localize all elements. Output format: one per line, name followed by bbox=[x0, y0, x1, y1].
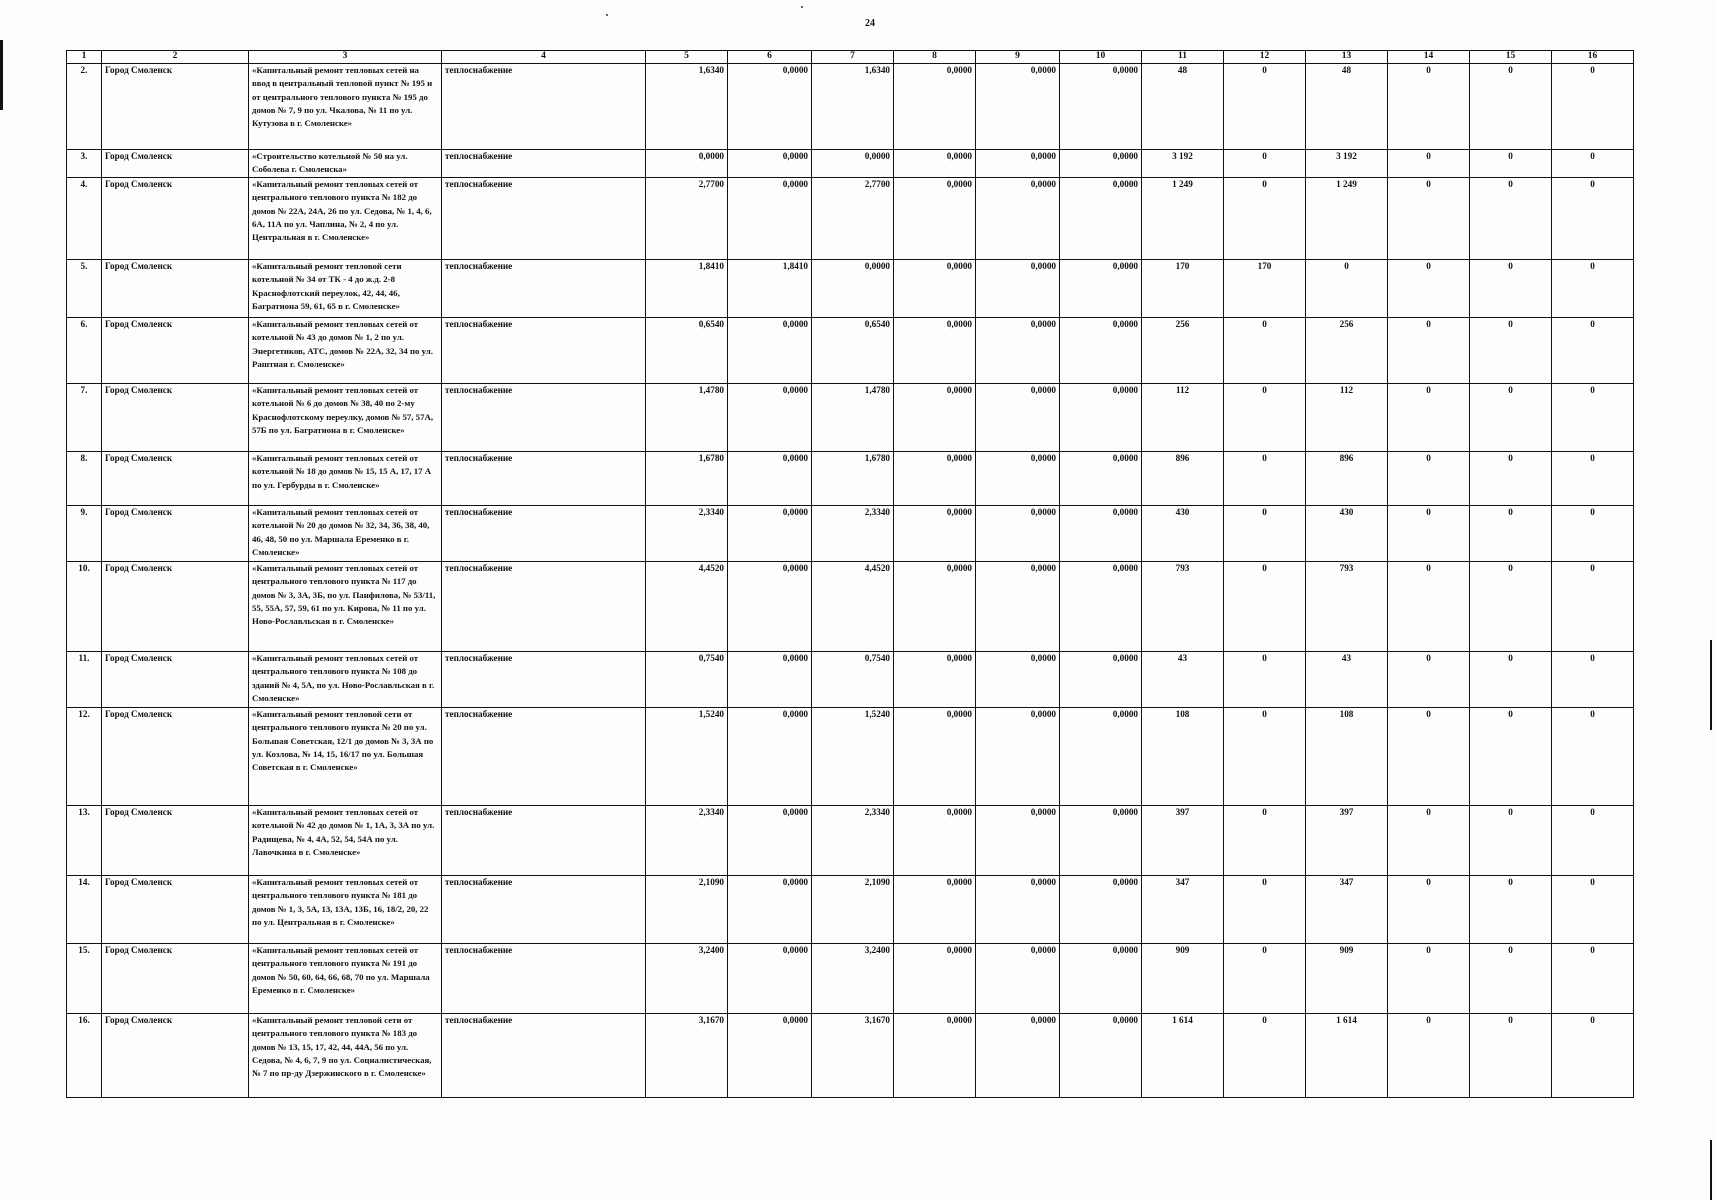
value-cell: 0 bbox=[1470, 944, 1552, 1014]
value-cell: 0,0000 bbox=[976, 708, 1060, 806]
value-cell: 0,0000 bbox=[728, 652, 812, 708]
value-cell: 0 bbox=[1552, 562, 1634, 652]
row-number: 6. bbox=[67, 318, 102, 384]
table-header bbox=[67, 51, 1634, 64]
value-cell: 0 bbox=[1470, 708, 1552, 806]
value-cell: 2,1090 bbox=[646, 876, 728, 944]
row-number: 7. bbox=[67, 384, 102, 452]
service-type-cell: теплоснабжение bbox=[442, 1014, 646, 1098]
city-cell: Город Смоленск bbox=[102, 318, 249, 384]
value-cell: 1,6780 bbox=[812, 452, 894, 506]
column-header-13: 13 bbox=[1306, 51, 1388, 64]
table-row bbox=[67, 318, 1634, 384]
value-cell: 0,0000 bbox=[894, 452, 976, 506]
row-number: 15. bbox=[67, 944, 102, 1014]
value-cell: 0,0000 bbox=[1060, 64, 1142, 150]
value-cell: 0,0000 bbox=[894, 64, 976, 150]
city-cell: Город Смоленск bbox=[102, 944, 249, 1014]
value-cell: 0 bbox=[1470, 652, 1552, 708]
value-cell: 0 bbox=[1388, 64, 1470, 150]
value-cell: 0 bbox=[1388, 562, 1470, 652]
value-cell: 0 bbox=[1552, 150, 1634, 178]
table-row bbox=[67, 876, 1634, 944]
row-number: 14. bbox=[67, 876, 102, 944]
value-cell: 347 bbox=[1306, 876, 1388, 944]
value-cell: 2,1090 bbox=[812, 876, 894, 944]
description-cell: «Капитальный ремонт тепловой сети котельной № 34 от ТК - 4 до ж.д. 2-8 Краснофлотский переулок, 42, 44, 46, Багратиона 59, 61, 65 в г. Смоленске» bbox=[249, 260, 442, 318]
value-cell: 0 bbox=[1552, 876, 1634, 944]
row-number: 2. bbox=[67, 64, 102, 150]
scan-speck bbox=[801, 6, 803, 8]
column-header-11: 11 bbox=[1142, 51, 1224, 64]
value-cell: 0 bbox=[1470, 384, 1552, 452]
city-cell: Город Смоленск bbox=[102, 178, 249, 260]
value-cell: 0 bbox=[1470, 150, 1552, 178]
column-header-3: 3 bbox=[249, 51, 442, 64]
value-cell: 1,8410 bbox=[646, 260, 728, 318]
value-cell: 1,8410 bbox=[728, 260, 812, 318]
table-row bbox=[67, 260, 1634, 318]
column-header-14: 14 bbox=[1388, 51, 1470, 64]
value-cell: 0,0000 bbox=[894, 876, 976, 944]
description-cell: «Капитальный ремонт тепловых сетей от котельной № 20 до домов № 32, 34, 36, 38, 40, 46, 48, 50 по ул. Маршала Еременко в г. Смоленске» bbox=[249, 506, 442, 562]
value-cell: 0,0000 bbox=[976, 1014, 1060, 1098]
service-type-cell: теплоснабжение bbox=[442, 384, 646, 452]
value-cell: 0 bbox=[1470, 318, 1552, 384]
value-cell: 0,0000 bbox=[812, 150, 894, 178]
city-cell: Город Смоленск bbox=[102, 506, 249, 562]
value-cell: 909 bbox=[1306, 944, 1388, 1014]
header-row bbox=[67, 51, 1634, 64]
table-row bbox=[67, 506, 1634, 562]
value-cell: 0 bbox=[1388, 1014, 1470, 1098]
value-cell: 0,0000 bbox=[976, 944, 1060, 1014]
value-cell: 1,4780 bbox=[646, 384, 728, 452]
value-cell: 2,7700 bbox=[812, 178, 894, 260]
value-cell: 0,0000 bbox=[1060, 562, 1142, 652]
row-number: 11. bbox=[67, 652, 102, 708]
description-cell: «Капитальный ремонт тепловых сетей на ввод в центральный тепловой пункт № 195 и от центрального теплового пункта № 195 до домов № 7, 9 по ул. Чкалова, № 11 по ул. Кутузова в г. Смоленске» bbox=[249, 64, 442, 150]
value-cell: 0 bbox=[1470, 260, 1552, 318]
value-cell: 43 bbox=[1142, 652, 1224, 708]
value-cell: 0 bbox=[1470, 806, 1552, 876]
value-cell: 0 bbox=[1224, 1014, 1306, 1098]
value-cell: 0,0000 bbox=[728, 944, 812, 1014]
value-cell: 0 bbox=[1552, 260, 1634, 318]
service-type-cell: теплоснабжение bbox=[442, 708, 646, 806]
value-cell: 0,0000 bbox=[1060, 260, 1142, 318]
value-cell: 0 bbox=[1224, 64, 1306, 150]
value-cell: 48 bbox=[1306, 64, 1388, 150]
value-cell: 397 bbox=[1142, 806, 1224, 876]
column-header-16: 16 bbox=[1552, 51, 1634, 64]
value-cell: 0,0000 bbox=[976, 806, 1060, 876]
value-cell: 1 249 bbox=[1142, 178, 1224, 260]
value-cell: 0 bbox=[1470, 452, 1552, 506]
value-cell: 0 bbox=[1306, 260, 1388, 318]
value-cell: 0 bbox=[1470, 876, 1552, 944]
column-header-2: 2 bbox=[102, 51, 249, 64]
value-cell: 48 bbox=[1142, 64, 1224, 150]
city-cell: Город Смоленск bbox=[102, 64, 249, 150]
value-cell: 0,0000 bbox=[812, 260, 894, 318]
value-cell: 0,0000 bbox=[976, 260, 1060, 318]
value-cell: 1,6780 bbox=[646, 452, 728, 506]
service-type-cell: теплоснабжение bbox=[442, 506, 646, 562]
value-cell: 0 bbox=[1388, 150, 1470, 178]
value-cell: 0 bbox=[1470, 506, 1552, 562]
city-cell: Город Смоленск bbox=[102, 384, 249, 452]
value-cell: 3 192 bbox=[1306, 150, 1388, 178]
value-cell: 0 bbox=[1388, 506, 1470, 562]
value-cell: 896 bbox=[1142, 452, 1224, 506]
value-cell: 0,6540 bbox=[812, 318, 894, 384]
value-cell: 0 bbox=[1552, 506, 1634, 562]
city-cell: Город Смоленск bbox=[102, 150, 249, 178]
value-cell: 0,0000 bbox=[976, 384, 1060, 452]
table-row bbox=[67, 178, 1634, 260]
value-cell: 1 614 bbox=[1306, 1014, 1388, 1098]
city-cell: Город Смоленск bbox=[102, 452, 249, 506]
value-cell: 0,0000 bbox=[976, 452, 1060, 506]
value-cell: 0,0000 bbox=[894, 562, 976, 652]
description-cell: «Капитальный ремонт тепловых сетей от котельной № 42 до домов № 1, 1А, 3, 3А по ул. Радищева, № 4, 4А, 52, 54, 54А по ул. Лавочкина в г. Смоленске» bbox=[249, 806, 442, 876]
value-cell: 0,0000 bbox=[976, 562, 1060, 652]
value-cell: 0 bbox=[1388, 178, 1470, 260]
table-row bbox=[67, 708, 1634, 806]
value-cell: 0 bbox=[1388, 260, 1470, 318]
value-cell: 0 bbox=[1224, 318, 1306, 384]
value-cell: 170 bbox=[1142, 260, 1224, 318]
value-cell: 0,6540 bbox=[646, 318, 728, 384]
value-cell: 112 bbox=[1142, 384, 1224, 452]
description-cell: «Капитальный ремонт тепловых сетей от центрального теплового пункта № 117 до домов № 3, 3А, 3Б, по ул. Панфилова, № 53/11, 55, 55А, 57, 59, 61 по ул. Кирова, № 11 по ул. Ново-Рославльская в г. Смоленске» bbox=[249, 562, 442, 652]
value-cell: 0 bbox=[1224, 944, 1306, 1014]
value-cell: 0,0000 bbox=[728, 1014, 812, 1098]
value-cell: 0,0000 bbox=[976, 64, 1060, 150]
value-cell: 0,0000 bbox=[894, 1014, 976, 1098]
value-cell: 170 bbox=[1224, 260, 1306, 318]
value-cell: 1,5240 bbox=[646, 708, 728, 806]
value-cell: 0,0000 bbox=[976, 876, 1060, 944]
table-body bbox=[67, 64, 1634, 1098]
scan-speck bbox=[606, 14, 608, 16]
value-cell: 0,0000 bbox=[1060, 876, 1142, 944]
column-header-12: 12 bbox=[1224, 51, 1306, 64]
service-type-cell: теплоснабжение bbox=[442, 64, 646, 150]
value-cell: 1,6340 bbox=[646, 64, 728, 150]
service-type-cell: теплоснабжение bbox=[442, 652, 646, 708]
value-cell: 0,0000 bbox=[976, 318, 1060, 384]
value-cell: 793 bbox=[1142, 562, 1224, 652]
service-type-cell: теплоснабжение bbox=[442, 150, 646, 178]
value-cell: 0 bbox=[1552, 944, 1634, 1014]
value-cell: 793 bbox=[1306, 562, 1388, 652]
value-cell: 0 bbox=[1388, 318, 1470, 384]
service-type-cell: теплоснабжение bbox=[442, 944, 646, 1014]
value-cell: 0,0000 bbox=[894, 318, 976, 384]
value-cell: 43 bbox=[1306, 652, 1388, 708]
column-header-15: 15 bbox=[1470, 51, 1552, 64]
value-cell: 0 bbox=[1552, 806, 1634, 876]
value-cell: 0 bbox=[1224, 652, 1306, 708]
value-cell: 0 bbox=[1470, 562, 1552, 652]
row-number: 16. bbox=[67, 1014, 102, 1098]
value-cell: 0,0000 bbox=[1060, 708, 1142, 806]
value-cell: 0,0000 bbox=[1060, 452, 1142, 506]
value-cell: 2,3340 bbox=[646, 506, 728, 562]
value-cell: 0 bbox=[1388, 652, 1470, 708]
value-cell: 0,0000 bbox=[976, 178, 1060, 260]
value-cell: 1,6340 bbox=[812, 64, 894, 150]
value-cell: 0 bbox=[1224, 384, 1306, 452]
value-cell: 2,3340 bbox=[812, 506, 894, 562]
column-header-4: 4 bbox=[442, 51, 646, 64]
service-type-cell: теплоснабжение bbox=[442, 562, 646, 652]
value-cell: 0 bbox=[1388, 384, 1470, 452]
value-cell: 2,7700 bbox=[646, 178, 728, 260]
table-row bbox=[67, 150, 1634, 178]
value-cell: 3,1670 bbox=[646, 1014, 728, 1098]
city-cell: Город Смоленск bbox=[102, 1014, 249, 1098]
table-row bbox=[67, 652, 1634, 708]
service-type-cell: теплоснабжение bbox=[442, 318, 646, 384]
value-cell: 0,0000 bbox=[894, 652, 976, 708]
city-cell: Город Смоленск bbox=[102, 260, 249, 318]
value-cell: 108 bbox=[1306, 708, 1388, 806]
table-row bbox=[67, 452, 1634, 506]
value-cell: 4,4520 bbox=[646, 562, 728, 652]
description-cell: «Капитальный ремонт тепловых сетей от котельной № 6 до домов № 38, 40 по 2-му Краснофлотскому переулку, домов № 57, 57А, 57Б по ул. Багратиона в г. Смоленске» bbox=[249, 384, 442, 452]
table-row bbox=[67, 806, 1634, 876]
value-cell: 1,4780 bbox=[812, 384, 894, 452]
scan-edge-mark bbox=[1710, 1140, 1712, 1200]
value-cell: 0 bbox=[1552, 384, 1634, 452]
value-cell: 0,0000 bbox=[894, 806, 976, 876]
table-row bbox=[67, 562, 1634, 652]
row-number: 13. bbox=[67, 806, 102, 876]
row-number: 9. bbox=[67, 506, 102, 562]
value-cell: 0,0000 bbox=[1060, 384, 1142, 452]
value-cell: 0,0000 bbox=[728, 150, 812, 178]
value-cell: 256 bbox=[1142, 318, 1224, 384]
value-cell: 1 614 bbox=[1142, 1014, 1224, 1098]
description-cell: «Строительство котельной № 50 на ул. Соболева г. Смоленска» bbox=[249, 150, 442, 178]
value-cell: 4,4520 bbox=[812, 562, 894, 652]
scan-edge-mark bbox=[0, 40, 3, 110]
city-cell: Город Смоленск bbox=[102, 562, 249, 652]
city-cell: Город Смоленск bbox=[102, 652, 249, 708]
column-header-7: 7 bbox=[812, 51, 894, 64]
value-cell: 0 bbox=[1388, 452, 1470, 506]
value-cell: 3 192 bbox=[1142, 150, 1224, 178]
description-cell: «Капитальный ремонт тепловой сети от центрального теплового пункта № 20 по ул. Большая Советская, 12/1 до домов № 3, 3А по ул. Козлова, № 14, 15, 16/17 по ул. Большая Советская в г. Смоленске» bbox=[249, 708, 442, 806]
value-cell: 0 bbox=[1224, 452, 1306, 506]
value-cell: 3,2400 bbox=[646, 944, 728, 1014]
value-cell: 0,0000 bbox=[728, 708, 812, 806]
value-cell: 0,0000 bbox=[894, 944, 976, 1014]
value-cell: 0 bbox=[1470, 64, 1552, 150]
value-cell: 0,0000 bbox=[728, 452, 812, 506]
value-cell: 0 bbox=[1224, 506, 1306, 562]
row-number: 8. bbox=[67, 452, 102, 506]
value-cell: 0 bbox=[1388, 876, 1470, 944]
description-cell: «Капитальный ремонт тепловых сетей от центрального теплового пункта № 182 до домов № 22А, 24А, 26 по ул. Седова, № 1, 4, 6, 6А, 11А по ул. Чаплина, № 2, 4 по ул. Центральная в г. Смоленске» bbox=[249, 178, 442, 260]
value-cell: 0,0000 bbox=[1060, 506, 1142, 562]
value-cell: 0 bbox=[1224, 806, 1306, 876]
table-row bbox=[67, 64, 1634, 150]
column-header-6: 6 bbox=[728, 51, 812, 64]
value-cell: 0 bbox=[1224, 708, 1306, 806]
column-header-10: 10 bbox=[1060, 51, 1142, 64]
value-cell: 0,0000 bbox=[1060, 652, 1142, 708]
value-cell: 0 bbox=[1552, 318, 1634, 384]
value-cell: 0,0000 bbox=[646, 150, 728, 178]
description-cell: «Капитальный ремонт тепловых сетей от котельной № 43 до домов № 1, 2 по ул. Энергетиков, АТС, домов № 22А, 32, 34 по ул. Раштная г. Смоленске» bbox=[249, 318, 442, 384]
row-number: 5. bbox=[67, 260, 102, 318]
value-cell: 0 bbox=[1388, 944, 1470, 1014]
value-cell: 0 bbox=[1552, 708, 1634, 806]
value-cell: 0,0000 bbox=[1060, 806, 1142, 876]
value-cell: 0 bbox=[1470, 1014, 1552, 1098]
description-cell: «Капитальный ремонт тепловой сети от центрального теплового пункта № 183 до домов № 13, 15, 17, 42, 44, 44А, 56 по ул. Седова, № 4, 6, 7, 9 по ул. Социалистическая, № 7 по пр-ду Дзержинского в г. Смоленске» bbox=[249, 1014, 442, 1098]
value-cell: 0,0000 bbox=[894, 506, 976, 562]
service-type-cell: теплоснабжение bbox=[442, 260, 646, 318]
description-cell: «Капитальный ремонт тепловых сетей от центрального теплового пункта № 191 до домов № 50, 60, 64, 66, 68, 70 по ул. Маршала Еременко в г. Смоленске» bbox=[249, 944, 442, 1014]
scan-edge-mark bbox=[1710, 640, 1712, 730]
value-cell: 3,1670 bbox=[812, 1014, 894, 1098]
value-cell: 0,0000 bbox=[894, 150, 976, 178]
column-header-8: 8 bbox=[894, 51, 976, 64]
value-cell: 2,3340 bbox=[646, 806, 728, 876]
value-cell: 112 bbox=[1306, 384, 1388, 452]
value-cell: 0,0000 bbox=[728, 384, 812, 452]
value-cell: 0 bbox=[1470, 178, 1552, 260]
value-cell: 0 bbox=[1388, 708, 1470, 806]
description-cell: «Капитальный ремонт тепловых сетей от котельной № 18 до домов № 15, 15 А, 17, 17 А по ул. Гербурды в г. Смоленске» bbox=[249, 452, 442, 506]
service-type-cell: теплоснабжение bbox=[442, 876, 646, 944]
value-cell: 108 bbox=[1142, 708, 1224, 806]
value-cell: 0,0000 bbox=[894, 178, 976, 260]
row-number: 3. bbox=[67, 150, 102, 178]
value-cell: 0,0000 bbox=[728, 562, 812, 652]
value-cell: 0 bbox=[1552, 178, 1634, 260]
row-number: 4. bbox=[67, 178, 102, 260]
column-header-9: 9 bbox=[976, 51, 1060, 64]
service-type-cell: теплоснабжение bbox=[442, 178, 646, 260]
value-cell: 0,0000 bbox=[728, 876, 812, 944]
value-cell: 0,0000 bbox=[1060, 944, 1142, 1014]
value-cell: 0,0000 bbox=[728, 806, 812, 876]
service-type-cell: теплоснабжение bbox=[442, 452, 646, 506]
column-header-1: 1 bbox=[67, 51, 102, 64]
description-cell: «Капитальный ремонт тепловых сетей от центрального теплового пункта № 108 до зданий № 4, 5А, по ул. Ново-Рославльская в г. Смоленске» bbox=[249, 652, 442, 708]
value-cell: 0 bbox=[1224, 876, 1306, 944]
value-cell: 0 bbox=[1224, 150, 1306, 178]
value-cell: 397 bbox=[1306, 806, 1388, 876]
value-cell: 0 bbox=[1388, 806, 1470, 876]
value-cell: 0,0000 bbox=[894, 384, 976, 452]
city-cell: Город Смоленск bbox=[102, 708, 249, 806]
table-row bbox=[67, 384, 1634, 452]
value-cell: 0,0000 bbox=[1060, 318, 1142, 384]
value-cell: 347 bbox=[1142, 876, 1224, 944]
value-cell: 0,0000 bbox=[728, 318, 812, 384]
value-cell: 0 bbox=[1552, 64, 1634, 150]
value-cell: 1 249 bbox=[1306, 178, 1388, 260]
value-cell: 256 bbox=[1306, 318, 1388, 384]
value-cell: 0,0000 bbox=[1060, 178, 1142, 260]
value-cell: 0,0000 bbox=[894, 260, 976, 318]
value-cell: 0 bbox=[1552, 652, 1634, 708]
column-header-5: 5 bbox=[646, 51, 728, 64]
value-cell: 0,0000 bbox=[1060, 1014, 1142, 1098]
value-cell: 0,0000 bbox=[976, 652, 1060, 708]
value-cell: 0,7540 bbox=[646, 652, 728, 708]
data-table bbox=[66, 50, 1634, 1098]
value-cell: 0,0000 bbox=[894, 708, 976, 806]
value-cell: 0 bbox=[1224, 562, 1306, 652]
value-cell: 909 bbox=[1142, 944, 1224, 1014]
value-cell: 896 bbox=[1306, 452, 1388, 506]
service-type-cell: теплоснабжение bbox=[442, 806, 646, 876]
value-cell: 0 bbox=[1224, 178, 1306, 260]
value-cell: 0,0000 bbox=[728, 178, 812, 260]
row-number: 12. bbox=[67, 708, 102, 806]
value-cell: 0 bbox=[1552, 452, 1634, 506]
value-cell: 0,0000 bbox=[728, 64, 812, 150]
value-cell: 0,7540 bbox=[812, 652, 894, 708]
page-number: 24 bbox=[865, 18, 875, 29]
value-cell: 0,0000 bbox=[728, 506, 812, 562]
value-cell: 3,2400 bbox=[812, 944, 894, 1014]
value-cell: 0 bbox=[1552, 1014, 1634, 1098]
table-row bbox=[67, 1014, 1634, 1098]
value-cell: 2,3340 bbox=[812, 806, 894, 876]
city-cell: Город Смоленск bbox=[102, 876, 249, 944]
value-cell: 0,0000 bbox=[976, 506, 1060, 562]
value-cell: 1,5240 bbox=[812, 708, 894, 806]
value-cell: 430 bbox=[1306, 506, 1388, 562]
row-number: 10. bbox=[67, 562, 102, 652]
value-cell: 0,0000 bbox=[976, 150, 1060, 178]
value-cell: 430 bbox=[1142, 506, 1224, 562]
table-row bbox=[67, 944, 1634, 1014]
value-cell: 0,0000 bbox=[1060, 150, 1142, 178]
description-cell: «Капитальный ремонт тепловых сетей от центрального теплового пункта № 181 до домов № 1, 3, 5А, 13, 13А, 13Б, 16, 18/2, 20, 22 по ул. Центральная в г. Смоленске» bbox=[249, 876, 442, 944]
city-cell: Город Смоленск bbox=[102, 806, 249, 876]
